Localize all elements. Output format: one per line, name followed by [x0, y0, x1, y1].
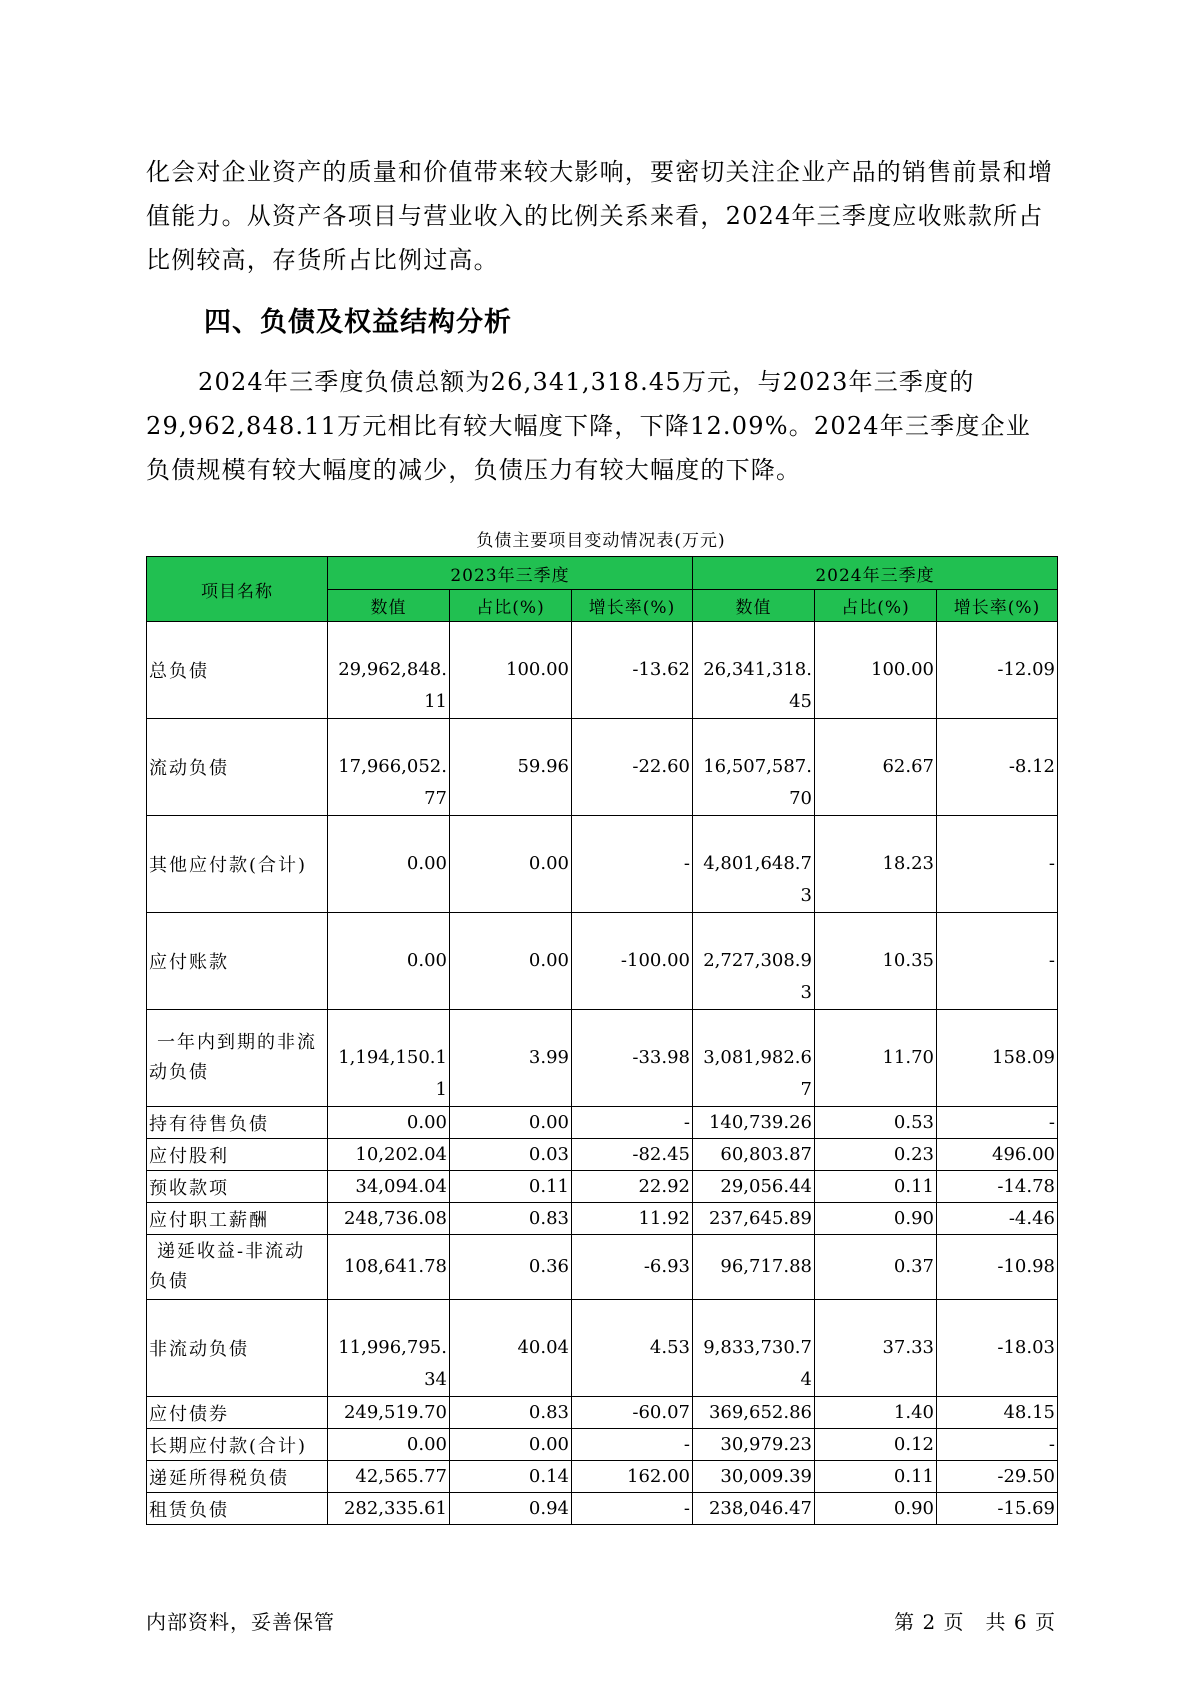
item-name-cell: 流动负债: [147, 719, 328, 816]
ratio-2023-cell: 100.00: [450, 622, 572, 719]
growth-2024-cell: -: [937, 1429, 1058, 1461]
ratio-2024-cell: 0.12: [815, 1429, 937, 1461]
growth-2024-cell: -4.46: [937, 1203, 1058, 1235]
ratio-2024-cell: 11.70: [815, 1010, 937, 1107]
value-2023-cell: 29,962,848.11: [328, 622, 450, 719]
liabilities-table: [146, 556, 1058, 1525]
value-2024-cell: 29,056.44: [693, 1171, 815, 1203]
ratio-2024-cell: 0.37: [815, 1235, 937, 1300]
table-row: [147, 913, 1058, 1010]
value-2024-cell: 60,803.87: [693, 1139, 815, 1171]
growth-2023-cell: -13.62: [572, 622, 693, 719]
growth-2024-cell: 496.00: [937, 1139, 1058, 1171]
ratio-2024-cell: 0.11: [815, 1461, 937, 1493]
growth-2023-cell: -: [572, 1429, 693, 1461]
growth-2023-cell: 22.92: [572, 1171, 693, 1203]
value-2023-cell: 10,202.04: [328, 1139, 450, 1171]
growth-2024-cell: -: [937, 1107, 1058, 1139]
ratio-2023-cell: 0.00: [450, 1429, 572, 1461]
ratio-2023-cell: 0.00: [450, 1107, 572, 1139]
ratio-2023-cell: 0.11: [450, 1171, 572, 1203]
table-row: [147, 1493, 1058, 1525]
ratio-2024-cell: 10.35: [815, 913, 937, 1010]
table-row: [147, 1461, 1058, 1493]
growth-2024-cell: 158.09: [937, 1010, 1058, 1107]
growth-2023-cell: -33.98: [572, 1010, 693, 1107]
growth-2023-cell: -: [572, 1107, 693, 1139]
growth-2024-cell: -10.98: [937, 1235, 1058, 1300]
value-2023-cell: 0.00: [328, 1107, 450, 1139]
table-row: [147, 1235, 1058, 1300]
growth-2024-cell: -8.12: [937, 719, 1058, 816]
ratio-2024-cell: 62.67: [815, 719, 937, 816]
table-row: [147, 1139, 1058, 1171]
item-name-cell: 其他应付款(合计): [147, 816, 328, 913]
header-ratio-2023: 占比(%): [450, 590, 572, 622]
growth-2024-cell: -15.69: [937, 1493, 1058, 1525]
value-2023-cell: 248,736.08: [328, 1203, 450, 1235]
ratio-2024-cell: 0.90: [815, 1203, 937, 1235]
item-name-cell: 应付股利: [147, 1139, 328, 1171]
header-item-name: 项目名称: [147, 557, 328, 622]
ratio-2023-cell: 59.96: [450, 719, 572, 816]
table-caption: 负债主要项目变动情况表(万元): [476, 531, 726, 551]
ratio-2024-cell: 100.00: [815, 622, 937, 719]
value-2024-cell: 140,739.26: [693, 1107, 815, 1139]
growth-2023-cell: -60.07: [572, 1397, 693, 1429]
ratio-2023-cell: 40.04: [450, 1300, 572, 1397]
table-row: [147, 1171, 1058, 1203]
header-value-2024: 数值: [693, 590, 815, 622]
ratio-2023-cell: 0.03: [450, 1139, 572, 1171]
value-2023-cell: 282,335.61: [328, 1493, 450, 1525]
growth-2023-cell: -6.93: [572, 1235, 693, 1300]
growth-2024-cell: 48.15: [937, 1397, 1058, 1429]
value-2024-cell: 238,046.47: [693, 1493, 815, 1525]
header-value-2023: 数值: [328, 590, 450, 622]
value-2023-cell: 108,641.78: [328, 1235, 450, 1300]
footer-page-number: 第 2 页 共 6 页: [894, 1610, 1056, 1634]
value-2023-cell: 1,194,150.11: [328, 1010, 450, 1107]
footer-confidential: 内部资料，妥善保管: [146, 1610, 335, 1634]
item-name-cell: 长期应付款(合计): [147, 1429, 328, 1461]
growth-2024-cell: -18.03: [937, 1300, 1058, 1397]
value-2024-cell: 237,645.89: [693, 1203, 815, 1235]
value-2024-cell: 30,009.39: [693, 1461, 815, 1493]
ratio-2024-cell: 18.23: [815, 816, 937, 913]
item-name-cell: 总负债: [147, 622, 328, 719]
ratio-2024-cell: 0.23: [815, 1139, 937, 1171]
growth-2024-cell: -: [937, 913, 1058, 1010]
ratio-2023-cell: 0.36: [450, 1235, 572, 1300]
table-row: [147, 816, 1058, 913]
header-growth-2024: 增长率(%): [937, 590, 1058, 622]
growth-2024-cell: -: [937, 816, 1058, 913]
item-name-cell: 预收款项: [147, 1171, 328, 1203]
section-heading: 四、负债及权益结构分析: [204, 307, 512, 338]
growth-2023-cell: 4.53: [572, 1300, 693, 1397]
ratio-2024-cell: 0.11: [815, 1171, 937, 1203]
growth-2023-cell: -100.00: [572, 913, 693, 1010]
table-row: [147, 1203, 1058, 1235]
growth-2023-cell: -82.45: [572, 1139, 693, 1171]
value-2024-cell: 2,727,308.93: [693, 913, 815, 1010]
ratio-2023-cell: 0.00: [450, 913, 572, 1010]
body-paragraph-2: 2024年三季度负债总额为26,341,318.45万元，与2023年三季度的29,962,848.11万元相比有较大幅度下降，下降12.09%。2024年三季度企业负债规模有较大幅度的减少，负债压力有较大幅度的下降。: [146, 368, 1031, 484]
value-2023-cell: 0.00: [328, 816, 450, 913]
growth-2023-cell: -: [572, 1493, 693, 1525]
value-2023-cell: 42,565.77: [328, 1461, 450, 1493]
value-2023-cell: 249,519.70: [328, 1397, 450, 1429]
header-period-2024: 2024年三季度: [693, 557, 1058, 590]
value-2024-cell: 369,652.86: [693, 1397, 815, 1429]
ratio-2024-cell: 1.40: [815, 1397, 937, 1429]
value-2024-cell: 30,979.23: [693, 1429, 815, 1461]
item-name-cell: 应付职工薪酬: [147, 1203, 328, 1235]
ratio-2024-cell: 0.90: [815, 1493, 937, 1525]
growth-2024-cell: -14.78: [937, 1171, 1058, 1203]
header-growth-2023: 增长率(%): [572, 590, 693, 622]
growth-2023-cell: -22.60: [572, 719, 693, 816]
item-name-cell: 应付债券: [147, 1397, 328, 1429]
growth-2023-cell: 11.92: [572, 1203, 693, 1235]
value-2023-cell: 17,966,052.77: [328, 719, 450, 816]
growth-2023-cell: -: [572, 816, 693, 913]
ratio-2023-cell: 3.99: [450, 1010, 572, 1107]
table-row: [147, 719, 1058, 816]
value-2023-cell: 0.00: [328, 1429, 450, 1461]
value-2023-cell: 11,996,795.34: [328, 1300, 450, 1397]
ratio-2023-cell: 0.94: [450, 1493, 572, 1525]
table-row: [147, 622, 1058, 719]
table-row: [147, 1300, 1058, 1397]
item-name-cell: 递延收益-非流动负债: [147, 1235, 328, 1300]
item-name-cell: 非流动负债: [147, 1300, 328, 1397]
item-name-cell: 租赁负债: [147, 1493, 328, 1525]
value-2024-cell: 26,341,318.45: [693, 622, 815, 719]
item-name-cell: 一年内到期的非流动负债: [147, 1010, 328, 1107]
ratio-2023-cell: 0.83: [450, 1397, 572, 1429]
value-2024-cell: 3,081,982.67: [693, 1010, 815, 1107]
ratio-2024-cell: 0.53: [815, 1107, 937, 1139]
growth-2024-cell: -12.09: [937, 622, 1058, 719]
header-period-2023: 2023年三季度: [328, 557, 693, 590]
value-2023-cell: 0.00: [328, 913, 450, 1010]
value-2024-cell: 9,833,730.74: [693, 1300, 815, 1397]
table-row: [147, 1429, 1058, 1461]
body-paragraph-1: 化会对企业资产的质量和价值带来较大影响，要密切关注企业产品的销售前景和增值能力。从资产各项目与营业收入的比例关系来看，2024年三季度应收账款所占比例较高，存货所占比例过高。: [146, 158, 1054, 274]
ratio-2023-cell: 0.00: [450, 816, 572, 913]
header-ratio-2024: 占比(%): [815, 590, 937, 622]
value-2023-cell: 34,094.04: [328, 1171, 450, 1203]
table-row: [147, 1107, 1058, 1139]
value-2024-cell: 16,507,587.70: [693, 719, 815, 816]
ratio-2023-cell: 0.83: [450, 1203, 572, 1235]
item-name-cell: 递延所得税负债: [147, 1461, 328, 1493]
growth-2023-cell: 162.00: [572, 1461, 693, 1493]
table-row: [147, 1010, 1058, 1107]
value-2024-cell: 4,801,648.73: [693, 816, 815, 913]
table-row: [147, 1397, 1058, 1429]
ratio-2023-cell: 0.14: [450, 1461, 572, 1493]
growth-2024-cell: -29.50: [937, 1461, 1058, 1493]
ratio-2024-cell: 37.33: [815, 1300, 937, 1397]
item-name-cell: 应付账款: [147, 913, 328, 1010]
item-name-cell: 持有待售负债: [147, 1107, 328, 1139]
value-2024-cell: 96,717.88: [693, 1235, 815, 1300]
